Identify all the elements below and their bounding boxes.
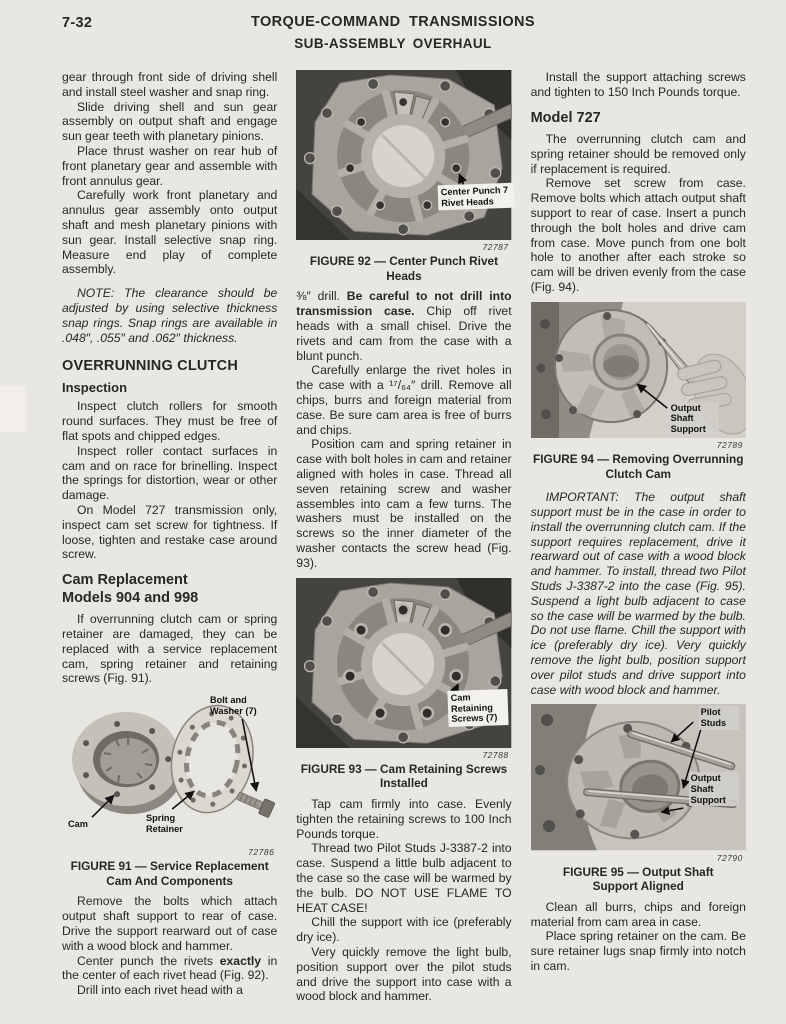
figure-95-photo	[531, 704, 746, 850]
right-column	[531, 70, 746, 1004]
paragraph: If overrunning clutch cam or spring retainer are damaged, they can be replaced with a service replacement cam, spring retainer and retaining screws (Fig. 91).	[62, 612, 278, 686]
figure-92-photo	[296, 70, 511, 240]
figure-94	[531, 302, 746, 481]
subheading-model-727: Model 727	[530, 109, 601, 126]
figure-91	[62, 693, 277, 888]
caption-line: Clutch Cam	[605, 466, 672, 481]
text-columns	[62, 70, 746, 1004]
paragraph: Thread two Pilot Studs J-3387-2 into case. Suspend a little bulb adjacent to the case so the case will be warmed by the bulb. DO NOT USE FLAME TO HEAT CASE!	[296, 841, 512, 915]
paragraph: Carefully work front planetary and annulus gear assembly onto output shaft and mesh planetary pinions with sun gear. Install selective snap ring. Measure end play of complete assembly.	[62, 188, 278, 277]
paragraph: The overrunning clutch cam and spring retainer should be removed only if replacement is required.	[530, 132, 746, 176]
page-subtitle: SUB-ASSEMBLY OVERHAUL	[294, 36, 492, 51]
paragraph: Remove set screw from case. Remove bolts which attach output shaft support to rear of case. Insert a punch through the bolt holes and drive cam from case. Move punch from one bolt hole to another after each stroke so cam will be driven evenly from the case (Fig. 94).	[530, 176, 746, 295]
text-run-bold: exactly	[219, 953, 262, 968]
figure-95-label-output-shaft-support: Output Shaft Support	[689, 772, 739, 806]
figure-94-photo-number: 72789	[716, 440, 743, 451]
caption-line: FIGURE 93 — Cam Retaining Screws	[300, 761, 508, 776]
scan-artifact	[0, 386, 26, 432]
caption-line: Heads	[386, 268, 422, 283]
caption-line: FIGURE 95 — Output Shaft	[562, 864, 714, 879]
text-run: ⅜″ drill.	[296, 289, 347, 304]
paragraph: On Model 727 transmission only, inspect cam set screw for tightness. If loose, tighten and restake case around screw.	[62, 502, 278, 562]
figure-91-label-cam: Cam	[68, 819, 88, 830]
figure-93-label-cam-retaining-screws: Cam Retaining Screws (7)	[448, 689, 509, 727]
figure-95	[531, 704, 746, 893]
page-title: TORQUE-COMMAND TRANSMISSIONS	[251, 14, 535, 30]
figure-92-label-center-punch: Center Punch 7 Rivet Heads	[438, 183, 515, 211]
subheading-inspection: Inspection	[62, 380, 128, 396]
paragraph: Tap cam firmly into case. Evenly tighten the retaining screws to 100 Inch Pounds torque.	[296, 796, 512, 841]
paragraph: Position cam and spring retainer in case with bolt holes in cam and retainer aligned with holes in case. Thread all seven retaining screw and washer assembles into cam a few turns. The washers must be installed on the screws so the inner diameter of the washer contacts the screw head (Fig. 93).	[296, 437, 512, 570]
subheading-line: Cam Replacement	[62, 572, 188, 589]
figure-91-label-spring-retainer: Spring Retainer	[146, 813, 183, 834]
caption-line: FIGURE 92 — Center Punch Rivet	[309, 254, 499, 269]
text-run: Chip off rivet heads with a small chisel. Drive the rivets and cam from the case with a blunt punch.	[296, 304, 512, 363]
paragraph: Inspect roller contact surfaces in cam and on race for brinelling. Inspect the springs for distortion, wear or other damage.	[62, 443, 278, 503]
figure-91-caption	[62, 859, 277, 888]
page-header	[0, 12, 786, 62]
figure-94-caption	[531, 452, 746, 481]
figure-95-photo-number: 72790	[716, 852, 743, 863]
important-paragraph: IMPORTANT: The output shaft support must be in the case in order to install the overrunning clutch cam. If the support requires replacement, drive it rearward out of case with a wood block and hammer. To install, thread two Pilot Studs J-3387-2 into the case (Fig. 95). Suspend a light bulb adjacent to case so the case will be warmed by the bulb. Do not use flame. Chill the support with ice (preferably dry ice). Very quickly remove the light bulb, position support over pilot studs and drive support into case with wood block and hammer.	[530, 490, 746, 697]
paragraph: Place spring retainer on the cam. Be sure retainer lugs snap firmly into notch in cam.	[530, 929, 746, 973]
figure-94-photo	[531, 302, 746, 438]
paragraph: Slide driving shell and sun gear assembly on output shaft and engage sun gear teeth with planetary pinions.	[62, 99, 278, 144]
paragraph: Chill the support with ice (preferably dry ice).	[296, 915, 512, 945]
caption-line: Installed	[380, 776, 428, 791]
transmission-case-photo	[296, 70, 511, 240]
figure-95-label-pilot-studs: Pilot Studs	[699, 706, 739, 729]
paragraph: Remove the bolts which attach output shaft support to rear of case. Drive the support rearward out of case with a wood block and hammer.	[62, 894, 278, 953]
text-run: in the center of each rivet head (Fig. 92).	[62, 953, 278, 983]
subheading-cam-replacement	[62, 572, 277, 607]
caption-line: Support Aligned	[592, 879, 684, 894]
text-run-bold: Be careful to not drill into transmission case.	[296, 289, 512, 319]
paragraph: Inspect clutch rollers for smooth round surfaces. They must be free of flat spots and chipped edges.	[62, 399, 278, 443]
paragraph: Carefully enlarge the rivet holes in the case with a ¹⁷/₆₄″ drill. Remove all chips, burrs and foreign material from case. Be sure cam area is free of burrs and chips.	[296, 363, 512, 437]
figure-93-photo	[296, 578, 511, 748]
paragraph: Drill into each rivet head with a	[77, 983, 243, 998]
figure-93-photo-number: 72788	[482, 749, 509, 760]
figure-91-photo-number: 72786	[248, 847, 275, 858]
page-number: 7-32	[62, 15, 93, 31]
caption-line: Cam And Components	[106, 873, 233, 888]
paragraph	[62, 954, 277, 984]
note-paragraph: NOTE: The clearance should be adjusted by using selective thickness snap rings. Snap rings are available in .048″, .055″ and .062″ thickness.	[62, 286, 278, 345]
figure-92-photo-number: 72787	[482, 242, 509, 253]
figure-93-caption	[296, 762, 511, 791]
middle-column	[296, 70, 511, 1004]
paragraph	[296, 289, 511, 363]
paragraph: Install the support attaching screws and tighten to 150 Inch Pounds torque.	[530, 70, 746, 99]
subheading-line: Models 904 and 998	[62, 589, 199, 606]
text-run: Center punch the rivets	[77, 953, 220, 968]
figure-91-photo	[62, 693, 277, 845]
figure-93	[296, 578, 511, 791]
figure-95-caption	[531, 865, 746, 894]
left-column	[62, 70, 277, 1004]
figure-94-label-output-shaft-support: Output Shaft Support	[669, 402, 719, 436]
figure-91-label-bolt-washer: Bolt and Washer (7)	[210, 695, 257, 716]
figure-92-caption	[296, 254, 511, 283]
section-heading-overrunning-clutch: OVERRUNNING CLUTCH	[62, 358, 238, 375]
caption-line: FIGURE 91 — Service Replacement	[70, 859, 269, 874]
figure-92	[296, 70, 511, 283]
paragraph: Very quickly remove the light bulb, position support over the pilot studs and drive the support into case with a wood block and hammer.	[296, 944, 512, 1004]
paragraph: gear through front side of driving shell and install steel washer and snap ring.	[62, 70, 278, 99]
caption-line: FIGURE 94 — Removing Overrunning	[533, 452, 744, 467]
paragraph: Place thrust washer on rear hub of front planetary gear and assemble with front annulus gear.	[62, 143, 278, 188]
paragraph: Clean all burrs, chips and foreign material from cam area in case.	[530, 899, 746, 929]
